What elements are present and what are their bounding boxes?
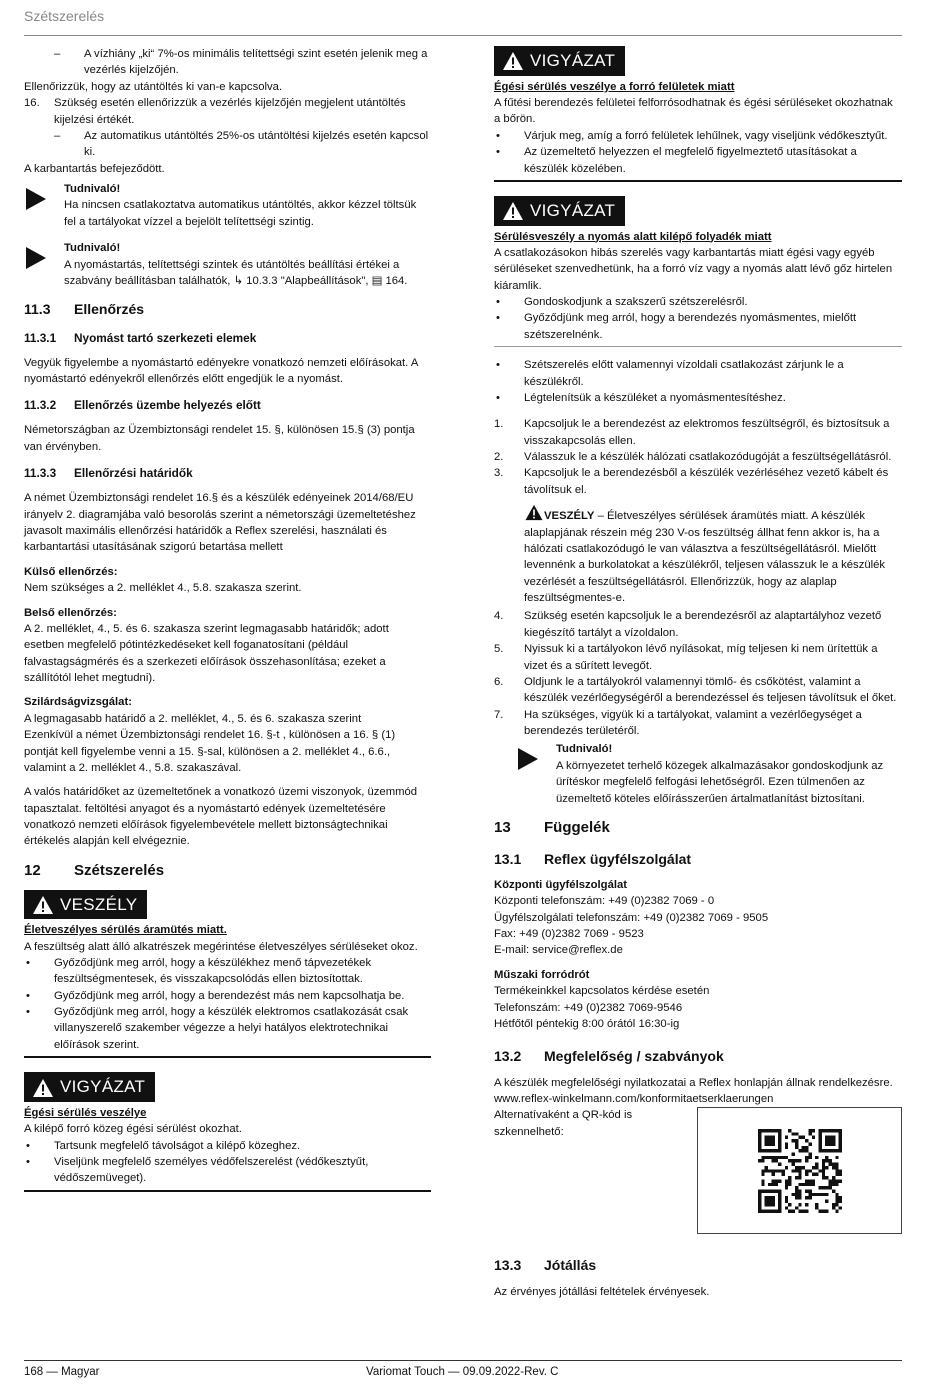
page-footer	[24, 1360, 902, 1384]
label: Műszaki forródrót	[494, 968, 590, 981]
subsection-heading: 11.3.2 Ellenőrzés üzembe helyezés előtt	[24, 398, 261, 413]
bullet-item: • Gondoskodjunk a szakszerű szétszerelésről.	[496, 296, 748, 309]
paragraph: Ellenőrizzük, hogy az utántöltés ki van-e kapcsolva.	[24, 80, 283, 93]
paragraph: A német Üzembiztonsági rendelet 16.§ és a készülék edényeinek 2014/68/EU irányelv 2. diagramjába való besorolás szerint a németországi üzemeltetéshez javasolt maximális ellenőrzési határidők a Reflex szerelési, használati és karbantartási utasításának szigorú betartása mellett	[24, 492, 416, 554]
subsection-heading: 11.3.1 Nyomást tartó szerkezeti elemek	[24, 330, 257, 345]
caution-badge: VIGYÁZAT	[24, 1072, 155, 1102]
paragraph: A valós határidőket az üzemeltetőnek a vonatkozó üzemi viszonyok, üzemmód tapasztalat. feltöltési anyagot és a nyomástartó edények üzemeltetésére vonatkozó nemzeti előírások figyelembevétele mellett biztonságtechnikai értékelés alapján kell elvégeznie.	[24, 786, 418, 848]
subsection-heading: 13.2 Megfelelőség / szabványok	[494, 1048, 724, 1065]
footer-doc: Variomat Touch — 09.09.2022-Rev. C	[366, 1366, 559, 1378]
numbered-item: 1. Kapcsoljuk le a berendezést az elektromos feszültségről, és biztosítsuk a visszakapcsolás ellen.	[494, 418, 890, 447]
caution-badge: VIGYÁZAT	[494, 196, 625, 226]
note-arrow-icon	[24, 240, 64, 289]
note-block: Tudnivaló! A nyomástartás, telítettségi szintek és utántöltés beállítási értékei a szabvány beállításban találhatók, ↳ 10.3.3 "Alapbeállítások", ▤ 164.	[24, 240, 431, 289]
caution-badge: VIGYÁZAT	[494, 46, 625, 76]
email-text: E-mail: service@reflex.de	[494, 944, 623, 957]
subsection-heading: 11.3.3 Ellenőrzési határidők	[24, 466, 193, 481]
caution-box: VIGYÁZAT Sérülésveszély a nyomás alatt kilépő folyadék miatt A csatlakozásokon hibás szerelés vagy karbantartás miatt égési vagy egyéb sérüléseket szenvedhetünk, ha a forró víz vagy a nyomás alatt lévő gőz hirtelen kiáramlik. • Gondoskodjunk a szakszerű szétszerelésről. • Győződjünk meg arról, hogy a berendezés nyomásmentes, mielőtt szétszerelnénk.	[494, 196, 902, 347]
bullet-item: • Tartsunk megfelelő távolságot a kilépő közeghez.	[26, 1139, 301, 1152]
note-block: Tudnivaló! A környezetet terhelő közegek alkalmazásakor gondoskodjunk az ürítéskor megfelelő felfogási lehetőségről. Ezen túlmenően az üzemeltető köteles előírásszerűen ártalmatlanítást biztosítani.	[494, 741, 902, 807]
numbered-item: 7. Ha szükséges, vigyük ki a tartályokat, valamint a vezérlőegységet a berendezés területéről.	[494, 708, 862, 738]
caution-box: VIGYÁZAT Égési sérülés veszélye A kilépő forró közeg égési sérülést okozhat. • Tartsunk megfelelő távolságot a kilépő közeghez. • Viseljünk megfelelő személyes védőfelszerelést (védőkesztyűt, védőszemüveget).	[24, 1072, 431, 1192]
dash-item: – Az automatikus utántöltés 25%-os utántöltési kijelzés esetén kapcsol ki.	[54, 129, 429, 159]
paragraph: Vegyük figyelembe a nyomástartó edényekre vonatkozó nemzeti előírásokat. A nyomástartó edényekről ellenőrzés előtt engedjük le a nyomást.	[24, 356, 418, 386]
warning-triangle-icon	[502, 201, 524, 221]
dash-item: – A vízhiány „ki“ 7%-os minimális telítettségi szint esetén jelenik meg a vezérlés kijelzőjén.	[54, 48, 428, 77]
footer-page: 168 — Magyar	[24, 1366, 100, 1378]
bullet-item: • Viseljünk megfelelő személyes védőfelszerelést (védőkesztyűt, védőszemüveget).	[26, 1155, 369, 1185]
url-text: www.reflex-winkelmann.com/konformitaetserklaerungen	[494, 1093, 774, 1105]
right-column: VIGYÁZAT Égési sérülés veszélye a forró felületek miatt A fűtési berendezés felületei felforrósodhatnak és égési sérüléseket okozhatnak a bőrön. • Várjuk meg, amíg a forró felületek lehűlnek, vagy viseljünk védőkesztyűt. • Az üzemeltető helyezzen el megfelelő figyelmeztető utasításokat a készülék közelében. VIGYÁZAT Sérülésveszély a nyomás alatt kilépő folyadék miatt A csatlakozásokon hibás szerelés vagy karbantartás miatt égési vagy egyéb sérüléseket szenvedhetünk, ha a forró víz vagy a nyomás alatt lévő gőz hirtelen kiáramlik. • Gondoskodjunk a szakszerű szétszerelésről. • Győződjünk meg arról, hogy a berendezés nyomásmentes, mielőtt szétszerelnénk. • Szétszerelés előtt valamennyi vízoldali csatlakozást zárjunk le a készülékről. • Légtelenítsük a készüléket a nyomásmentesítéshez. 1. Kapcsoljuk le a berendezést az elektromos feszültségről, és biztosítsuk a visszakapcsolás ellen. 2. Válasszuk le a készülék hálózati csatlakozódugóját a feszültségellátásról. 3. Kapcsoljuk le a berendezésből a készülék vezérléséhez vezető kábelt és távolítsuk el. VESZÉLY – Életveszélyes sérülések áramütés miatt. A készülék alaplapjának részein még 230 V-os feszültség állhat fenn akkor is, ha a hálózati csatlakozódugó le van választva a feszültségellátásról. Mielőtt levennénk a burkolatokat a készülékről, teljesen válasszuk le a készülék vezérlését a feszültségellátásról. Ellenőrizzük, hogy az alaplap feszültségmentes-e. 4. Szükség esetén kapcsoljuk le a berendezésről az alaptartályhoz vezető kiegészítő tartályt a vízoldalon. 5. Nyissuk ki a tartályokon lévő nyílásokat, míg teljesen ki nem ürítettük a vizet és a sűrített levegőt. 6. Oldjunk le a tartályokról valamennyi tömlő- és csőkötést, valamint a készülék vezérlőegységéről a berendezéssel és teljesen távolítsuk el őket. 7. Ha szükséges, vigyük ki a tartályokat, valamint a vezérlőegységet a berendezés területéről. Tudnivaló! A környezetet terhelő közegek alkalmazásakor gondoskodjunk az ürítéskor megfelelő felfogási lehetőségről. Ezen túlmenően az üzemeltető köteles előírásszerűen ártalmatlanítást biztosítani. 13 Függelék 13.1 Reflex ügyfélszolgálat Központi ügyfélszolgálat Központi telefonszám: +49 (0)2382 7069 - 0 Ügyfélszolgálati telefonszám: +49 (0)2382 7069 - 9505 Fax: +49 (0)2382 7069 - 9523 E-mail: service@reflex.de Műszaki forródrót Termékeinkkel kapcsolatos kérdése esetén Telefonszám: +49 (0)2382 7069-9546 Hétfőtől péntekig 8:00 órától 16:30-ig 13.2 Megfelelőség / szabványok A készülék megfelelőségi nyilatkozatai a Reflex honlapján állnak rendelkezésre. www.reflex-winkelmann.com/konformitaetserklaerungen Alternatívaként a QR-kód is szkennelhető: 13.3 Jótállás Az érvényes jótállási feltételek érvényesek.	[494, 46, 902, 1300]
warning-triangle-icon	[32, 1078, 54, 1098]
label: Külső ellenőrzés:	[24, 565, 118, 578]
note-block: Tudnivaló! Ha nincsen csatlakoztatva automatikus utántöltés, akkor kézzel töltsük fel a tartályokat vízzel a bejelölt telítettségi szintig.	[24, 181, 431, 230]
bullet-item: • Győződjünk meg arról, hogy a berendezést más nem kapcsolhatja be.	[26, 989, 405, 1002]
qr-code	[697, 1107, 902, 1234]
label: Belső ellenőrzés:	[24, 606, 117, 619]
label: Szilárdságvizsgálat:	[24, 696, 132, 709]
danger-box: VESZÉLY Életveszélyes sérülés áramütés miatt. A feszültség alatt álló alkatrészek megérintése életveszélyes sérüléseket okoz. • Győződjünk meg arról, hogy a készülékhez menő tápvezetékek feszültségmentesek, és visszakapcsolódás ellen biztosítottak. • Győződjünk meg arról, hogy a berendezést más nem kapcsolhatja be. • Győződjünk meg arról, hogy a készülék elektromos csatlakozását csak villanyszerelő szakember végezze a helyi hatályos elektrotechnikai előírások szerint.	[24, 890, 431, 1059]
warning-triangle-icon	[32, 895, 54, 915]
numbered-item: 6. Oldjunk le a tartályokról valamennyi tömlő- és csőkötést, valamint a készülék vezérlőegységéről a berendezéssel és teljesen távolítsuk el őket.	[494, 675, 897, 705]
inline-danger: VESZÉLY – Életveszélyes sérülések áramütés miatt. A készülék alaplapjának részein még 230 V-os feszültség állhat fenn akkor is, ha a hálózati csatlakozódugó le van választva a feszültségellátásról. Mielőtt levennénk a burkolatokat a készülékről, teljesen válasszuk le a készülék vezérlését a feszültségellátásról. Ellenőrizzük, hogy az alaplap feszültségmentes-e.	[494, 504, 902, 606]
danger-badge: VESZÉLY	[24, 890, 147, 920]
page-header	[24, 6, 902, 36]
label: Központi ügyfélszolgálat	[494, 878, 628, 891]
note-arrow-icon	[24, 181, 64, 230]
warning-triangle-icon	[524, 504, 544, 521]
section-heading: 12 Szétszerelés	[24, 861, 165, 879]
numbered-item: 16. Szükség esetén ellenőrizzük a vezérlés kijelzőjén megjelent utántöltés kijelzési értékét.	[24, 97, 406, 126]
left-column	[24, 46, 431, 1202]
numbered-item: 3. Kapcsoljuk le a berendezésből a készülék vezérléséhez vezető kábelt és távolítsuk el.	[494, 467, 889, 496]
warning-triangle-icon	[502, 51, 524, 71]
note-arrow-icon	[516, 741, 556, 807]
numbered-item: 4. Szükség esetén kapcsoljuk le a berendezésről az alaptartályhoz vezető kiegészítő tartályt a vízoldalon.	[494, 610, 882, 639]
numbered-item: 5. Nyissuk ki a tartályokon lévő nyílásokat, míg teljesen ki nem ürítettük a vizet és a sűrített levegőt.	[494, 643, 878, 672]
caution-box: VIGYÁZAT Égési sérülés veszélye a forró felületek miatt A fűtési berendezés felületei felforrósodhatnak és égési sérüléseket okozhatnak a bőrön. • Várjuk meg, amíg a forró felületek lehűlnek, vagy viseljünk védőkesztyűt. • Az üzemeltető helyezzen el megfelelő figyelmeztető utasításokat a készülék közelében.	[494, 46, 902, 182]
header-title: Szétszerelés	[24, 8, 105, 24]
bullet-item: • Győződjünk meg arról, hogy a berendezés nyomásmentes, mielőtt szétszerelnénk.	[496, 312, 857, 341]
bullet-item: • Várjuk meg, amíg a forró felületek lehűlnek, vagy viseljünk védőkesztyűt.	[496, 129, 888, 142]
numbered-item: 2. Válasszuk le a készülék hálózati csatlakozódugóját a feszültségellátásról.	[494, 451, 892, 464]
bullet-item: • Győződjünk meg arról, hogy a készülékhez menő tápvezetékek feszültségmentesek, és visszakapcsolódás ellen biztosítottak.	[26, 956, 372, 986]
subsection-heading: 13.1 Reflex ügyfélszolgálat	[494, 850, 692, 867]
paragraph: A 2. melléklet, 4., 5. és 6. szakasza szerint legmagasabb határidők; adott esetben megfelelő pótintézkedéseket kell foganatosítani (például falvastagságmérés és a szerkezeti előírások összehasonlítása; ezeket a szállítótól lehet megtudni).	[24, 622, 389, 685]
paragraph: Nem szükséges a 2. melléklet 4., 5.8. szakasza szerint.	[24, 582, 302, 595]
paragraph: A legmagasabb határidő a 2. melléklet, 4., 5. és 6. szakasza szerint	[24, 712, 362, 725]
paragraph: A karbantartás befejeződött.	[24, 162, 165, 175]
section-heading: 13 Függelék	[494, 818, 610, 836]
section-heading: 11.3 Ellenőrzés	[24, 301, 145, 318]
qr-row: Alternatívaként a QR-kód is szkennelhető:	[494, 1107, 902, 1237]
paragraph: Németországban az Üzembiztonsági rendelet 15. §, különösen 15.§ (3) pontja van érvényben.	[24, 424, 415, 453]
subsection-heading: 13.3 Jótállás	[494, 1257, 597, 1274]
bullet-item: • Szétszerelés előtt valamennyi vízoldali csatlakozást zárjunk le a készülékről.	[496, 359, 844, 388]
paragraph: Ezenkívül a német Üzembiztonsági rendelet 16. §-t , különösen a 16. § (1) pontját kell figyelembe venni a 15. §-sal, különösen a 2. melléklet 4., 6.6., valamint a 2. melléklet 4., 5.8. szakaszával.	[24, 729, 396, 774]
bullet-item: • Győződjünk meg arról, hogy a készülék elektromos csatlakozását csak villanyszerelő szakember végezze a helyi hatályos elektrotechnikai előírások szerint.	[26, 1006, 409, 1051]
bullet-item: • Az üzemeltető helyezzen el megfelelő figyelmeztető utasításokat a készülék közelében.	[496, 146, 857, 175]
bullet-item: • Légtelenítsük a készüléket a nyomásmentesítéshez.	[496, 391, 786, 404]
